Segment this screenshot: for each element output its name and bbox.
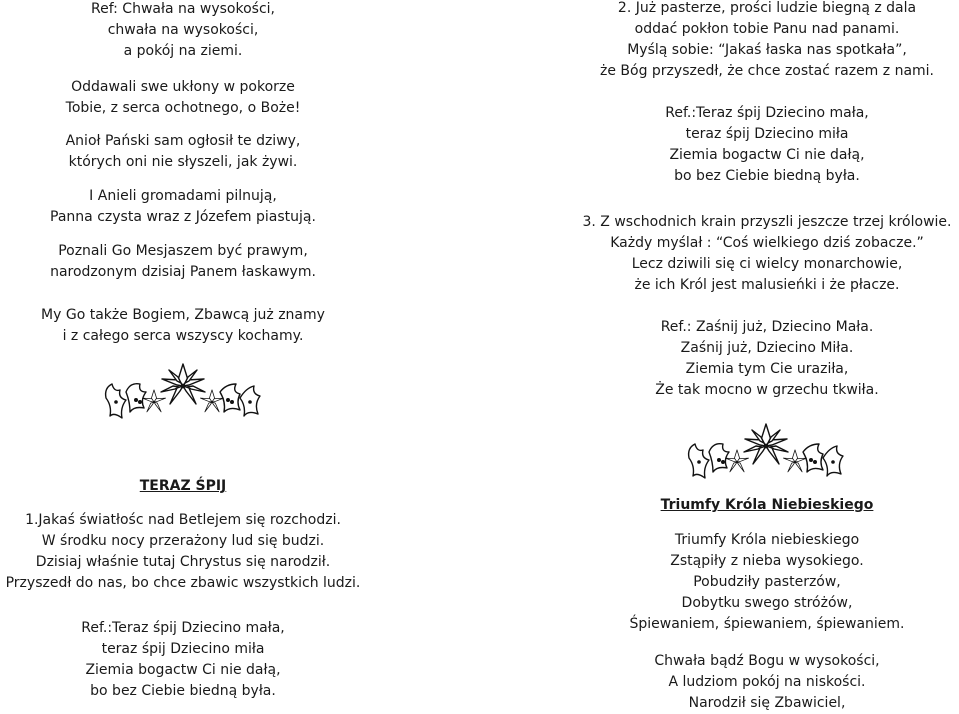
text-line: Ziemia bogactw Ci nie dałą, xyxy=(669,147,865,163)
text-line: chwała na wysokości, xyxy=(107,22,259,38)
garland-drawing xyxy=(683,422,849,484)
song-title-teraz-spij: TERAZ ŚPIJ xyxy=(139,478,227,494)
text-line: których oni nie słyszeli, jak żywi. xyxy=(68,154,298,170)
text-line: Śpiewaniem, śpiewaniem, śpiewaniem. xyxy=(629,616,905,632)
right-stanza-1 xyxy=(562,0,959,82)
left-stanza-3 xyxy=(0,131,366,173)
text-line: Ref.:Teraz śpij Dziecino mała, xyxy=(81,620,285,636)
text-line: Pobudziły pasterzów, xyxy=(693,574,841,590)
text-line: że ich Król jest malusieńki i że płacze. xyxy=(634,277,900,293)
text-line: teraz śpij Dziecino miła xyxy=(685,126,849,142)
right-stanza-4 xyxy=(562,317,959,401)
text-line: W środku nocy przerażony lud się budzi. xyxy=(41,533,325,549)
left-song-verse-1 xyxy=(0,510,366,594)
right-stanza-3 xyxy=(562,212,959,296)
text-line: My Go także Bogiem, Zbawcą już znamy xyxy=(41,307,325,323)
text-line: Ziemia tym Cie uraziła, xyxy=(685,361,849,377)
holly-poinsettia-garland-icon xyxy=(100,362,266,424)
text-line: Anioł Pański sam ogłosił te dziwy, xyxy=(65,133,301,149)
text-line: Panna czysta wraz z Józefem piastują. xyxy=(50,209,316,225)
text-line: Lecz dziwili się ci wielcy monarchowie, xyxy=(631,256,903,272)
song-title-triumfy: Triumfy Króla Niebieskiego xyxy=(660,497,874,513)
text-line: Narodził się Zbawiciel, xyxy=(688,695,846,711)
text-line: i z całego serca wszyscy kochamy. xyxy=(62,328,304,344)
text-line: Zstąpiły z nieba wysokiego. xyxy=(670,553,864,569)
text-line: Przyszedł do nas, bo chce zbawic wszystkich ludzi. xyxy=(5,575,361,591)
text-line: Tobie, z serca ochotnego, o Boże! xyxy=(65,100,301,116)
text-line: oddać pokłon tobie Panu nad panami. xyxy=(634,21,900,37)
garland-drawing xyxy=(100,362,266,424)
text-line: Chwała bądź Bogu w wysokości, xyxy=(654,653,880,669)
text-line: Poznali Go Mesjaszem być prawym, xyxy=(58,243,308,259)
text-line: Każdy myślał : “Coś wielkiego dziś zobacze.” xyxy=(610,235,924,251)
text-line: Oddawali swe ukłony w pokorze xyxy=(71,79,295,95)
text-line: Myślą sobie: “Jakaś łaska nas spotkała”, xyxy=(627,42,907,58)
text-line: 3. Z wschodnich krain przyszli jeszcze trzej królowie. xyxy=(582,214,952,230)
text-line: a pokój na ziemi. xyxy=(123,43,243,59)
left-song-refrain xyxy=(0,618,366,702)
text-line: A ludziom pokój na niskości. xyxy=(668,674,866,690)
text-line: Ref.: Zaśnij już, Dziecino Mała. xyxy=(660,319,874,335)
text-line: Ref: Chwała na wysokości, xyxy=(91,1,275,17)
holly-poinsettia-garland-icon xyxy=(683,422,849,484)
text-line: Że tak mocno w grzechu tkwiła. xyxy=(655,382,879,398)
left-stanza-5 xyxy=(0,241,366,283)
left-stanza-4 xyxy=(0,186,366,228)
text-line: Zaśnij już, Dziecino Miła. xyxy=(680,340,854,356)
text-line: narodzonym dzisiaj Panem łaskawym. xyxy=(50,264,316,280)
text-line: Triumfy Króla niebieskiego xyxy=(674,532,860,548)
right-stanza-2 xyxy=(562,103,959,187)
text-line: I Anieli gromadami pilnują, xyxy=(89,188,277,204)
text-line: teraz śpij Dziecino miła xyxy=(101,641,265,657)
text-line: że Bóg przyszedł, że chce zostać razem z nami. xyxy=(600,63,934,79)
text-line: Dobytku swego stróżów, xyxy=(681,595,853,611)
left-stanza-2 xyxy=(0,77,366,119)
text-line: Dzisiaj właśnie tutaj Chrystus się narodził. xyxy=(35,554,331,570)
text-line: bo bez Ciebie biedną była. xyxy=(674,168,860,184)
right-song-verse-2 xyxy=(562,651,959,714)
left-stanza-1 xyxy=(0,0,366,62)
text-line: Ref.:Teraz śpij Dziecino mała, xyxy=(665,105,869,121)
text-line: 1.Jakaś światłośc nad Betlejem się rozchodzi. xyxy=(25,512,341,528)
text-line: Ziemia bogactw Ci nie dałą, xyxy=(85,662,281,678)
left-stanza-6 xyxy=(0,305,366,347)
right-song-verse-1 xyxy=(562,530,959,635)
text-line: bo bez Ciebie biedną była. xyxy=(90,683,276,699)
text-line: 2. Już pasterze, prości ludzie biegną z dala xyxy=(617,0,917,16)
